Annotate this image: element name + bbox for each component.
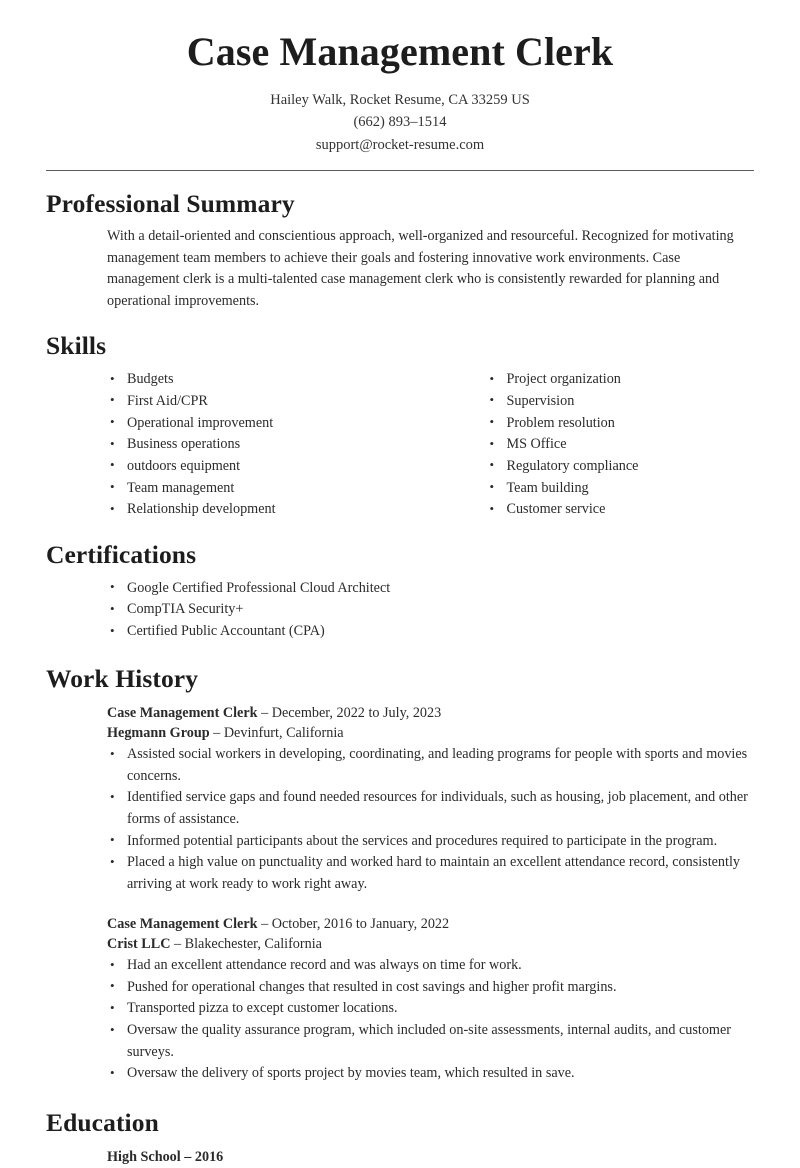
certifications-list bbox=[107, 578, 754, 643]
skill-item: • Team management bbox=[107, 478, 431, 500]
section-heading-work-history: Work History bbox=[46, 663, 199, 693]
job-bullet: • Placed a high value on punctuality and worked hard to maintain an excellent attendance record, consistently arriving at work ready to work right away. bbox=[107, 852, 754, 895]
job-title: Case Management Clerk bbox=[107, 704, 258, 721]
certification-item: • Certified Public Accountant (CPA) bbox=[107, 621, 754, 643]
job-dates: – October, 2016 to January, 2022 bbox=[257, 915, 450, 932]
section-heading-skills: Skills bbox=[46, 331, 107, 361]
skill-item: • Regulatory compliance bbox=[487, 456, 755, 478]
job-bullet-list bbox=[107, 744, 754, 896]
header-divider bbox=[46, 170, 754, 171]
skill-item: • First Aid/CPR bbox=[107, 391, 431, 413]
skills-columns bbox=[46, 369, 754, 521]
section-certifications bbox=[0, 539, 800, 643]
skill-item: • Operational improvement bbox=[107, 413, 431, 435]
job-bullet: • Pushed for operational changes that resulted in cost savings and higher profit margins. bbox=[107, 977, 754, 999]
section-work-history bbox=[0, 663, 800, 1085]
skill-item: • Problem resolution bbox=[487, 413, 755, 435]
skills-column-right bbox=[431, 369, 755, 521]
section-skills bbox=[0, 330, 800, 520]
skills-list-left bbox=[107, 369, 431, 521]
job-dates: – December, 2022 to July, 2023 bbox=[257, 704, 442, 721]
job-bullet: • Oversaw the quality assurance program, which included on-site assessments, internal audits, and customer surveys. bbox=[107, 1020, 754, 1063]
job-company-line bbox=[107, 934, 754, 955]
contact-phone: (662) 893–1514 bbox=[353, 114, 447, 131]
certification-item: • CompTIA Security+ bbox=[107, 599, 754, 621]
certification-item: • Google Certified Professional Cloud Architect bbox=[107, 578, 754, 600]
section-professional-summary bbox=[0, 188, 800, 312]
section-education bbox=[0, 1107, 800, 1168]
job-title-line bbox=[107, 703, 754, 724]
work-history-entry bbox=[107, 914, 754, 1085]
skill-item: • Customer service bbox=[487, 499, 755, 521]
job-location: – Devinfurt, California bbox=[209, 725, 344, 742]
job-company-line bbox=[107, 723, 754, 744]
skill-item: • Budgets bbox=[107, 369, 431, 391]
work-history-body bbox=[46, 703, 754, 1085]
job-bullet: • Informed potential participants about the services and procedures required to participate in the program. bbox=[107, 831, 754, 853]
job-title: Case Management Clerk bbox=[107, 915, 258, 932]
contact-email: support@rocket-resume.com bbox=[315, 136, 485, 153]
section-heading-certifications: Certifications bbox=[46, 539, 197, 569]
job-bullet: • Assisted social workers in developing, coordinating, and leading programs for people with sports and movies concerns. bbox=[107, 744, 754, 787]
work-history-entry bbox=[107, 703, 754, 896]
skill-item: • Business operations bbox=[107, 434, 431, 456]
contact-address: Hailey Walk, Rocket Resume, CA 33259 US bbox=[270, 91, 530, 108]
education-entry: High School – 2016 bbox=[107, 1148, 224, 1165]
skills-column-left bbox=[107, 369, 431, 521]
skill-item: • Supervision bbox=[487, 391, 755, 413]
page-title: Case Management Clerk bbox=[186, 29, 614, 74]
job-bullet-list bbox=[107, 955, 754, 1085]
skill-item: • Relationship development bbox=[107, 499, 431, 521]
education-body bbox=[46, 1147, 754, 1168]
skill-item: • outdoors equipment bbox=[107, 456, 431, 478]
job-bullet: • Oversaw the delivery of sports project by movies team, which resulted in save. bbox=[107, 1063, 754, 1085]
summary-text: With a detail-oriented and conscientious approach, well-organized and resourceful. Recognized for motivating management team members to achieve their goals and fostering innovative work environments. Case management clerk is a multi-talented case management clerk who is consistently rewarded for planning and operational improvements. bbox=[107, 228, 734, 309]
skill-item: • MS Office bbox=[487, 434, 755, 456]
job-company: Crist LLC bbox=[107, 936, 171, 953]
summary-body bbox=[46, 226, 754, 312]
section-heading-summary: Professional Summary bbox=[46, 189, 295, 219]
skills-list-right bbox=[487, 369, 755, 521]
skill-item: • Project organization bbox=[487, 369, 755, 391]
certifications-body bbox=[46, 578, 754, 643]
job-location: – Blakechester, California bbox=[170, 936, 322, 953]
skill-item: • Team building bbox=[487, 478, 755, 500]
job-bullet: • Transported pizza to except customer locations. bbox=[107, 998, 754, 1020]
job-title-line bbox=[107, 914, 754, 935]
job-bullet: • Identified service gaps and found needed resources for individuals, such as housing, job placement, and other forms of assistance. bbox=[107, 787, 754, 830]
resume-header bbox=[0, 0, 800, 156]
job-company: Hegmann Group bbox=[107, 725, 210, 742]
job-bullet: • Had an excellent attendance record and was always on time for work. bbox=[107, 955, 754, 977]
section-heading-education: Education bbox=[46, 1108, 159, 1138]
